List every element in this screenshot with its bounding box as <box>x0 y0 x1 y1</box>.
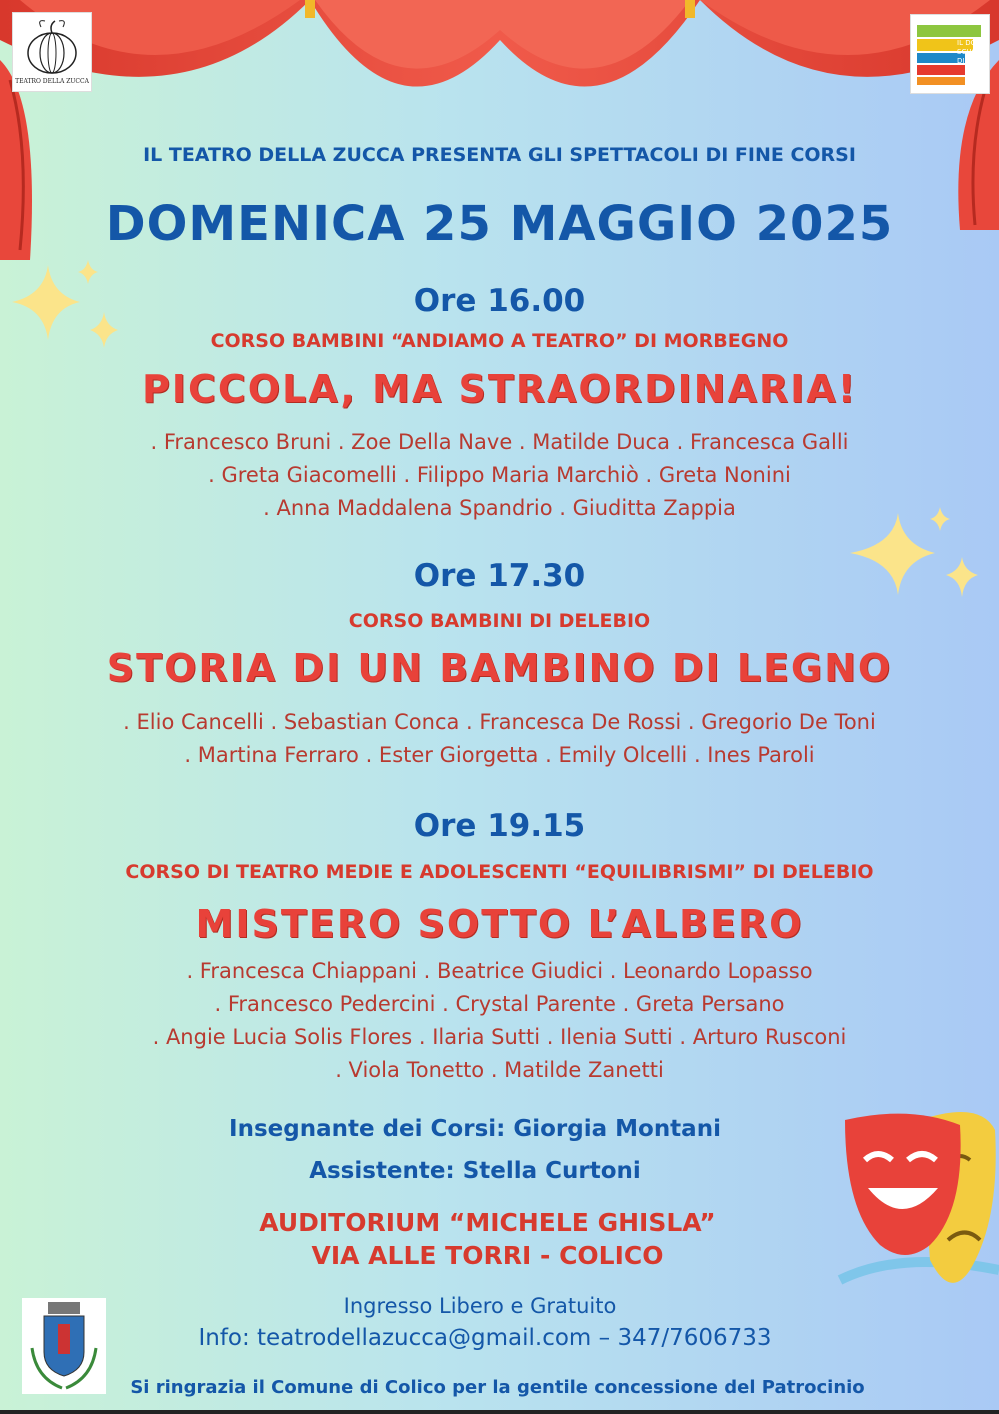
cast-line: . Anna Maddalena Spandrio . Giuditta Zappia <box>263 496 736 520</box>
show-2-cast <box>0 706 999 772</box>
coat-of-arms-icon <box>22 1298 106 1394</box>
cast-line: . Francesco Pedercini . Crystal Parente . Greta Persano <box>214 992 785 1016</box>
show-1-title: PICCOLA, MA STRAORDINARIA! <box>141 367 858 411</box>
cast-line: . Viola Tonetto . Matilde Zanetti <box>335 1058 664 1082</box>
dopo-scuola-logo-text: IL DOPO SCUOLA DI EVA <box>957 39 986 65</box>
show-3-time: Ore 19.15 <box>413 808 586 844</box>
teatro-zucca-logo <box>12 12 92 92</box>
teacher-credit: Insegnante dei Corsi: Giorgia Montani <box>229 1116 721 1142</box>
assistant-credit: Assistente: Stella Curtoni <box>309 1158 641 1184</box>
cast-line: . Martina Ferraro . Ester Giorgetta . Emily Olcelli . Ines Paroli <box>184 743 815 767</box>
event-date: DOMENICA 25 MAGGIO 2025 <box>105 196 894 252</box>
bottom-border <box>0 1410 999 1414</box>
venue-address: VIA ALLE TORRI - COLICO <box>311 1241 664 1270</box>
show-2-time: Ore 17.30 <box>413 558 586 594</box>
cast-line: . Elio Cancelli . Sebastian Conca . Francesca De Rossi . Gregorio De Toni <box>123 710 876 734</box>
entry-note: Ingresso Libero e Gratuito <box>343 1294 617 1318</box>
cast-line: . Francesca Chiappani . Beatrice Giudici . Leonardo Lopasso <box>186 959 813 983</box>
show-3-cast <box>0 955 999 1087</box>
show-1-time: Ore 16.00 <box>413 283 586 319</box>
show-1-cast <box>0 426 999 525</box>
cast-line: . Angie Lucia Solis Flores . Ilaria Sutti . Ilenia Sutti . Arturo Rusconi <box>152 1025 847 1049</box>
teatro-zucca-logo-text: TEATRO DELLA ZUCCA <box>15 78 89 85</box>
colico-coat-of-arms <box>22 1298 106 1394</box>
contact-info: Info: teatrodellazucca@gmail.com – 347/7606733 <box>198 1325 772 1351</box>
show-2-title: STORIA DI UN BAMBINO DI LEGNO <box>106 646 893 690</box>
show-1-course: CORSO BAMBINI “ANDIAMO A TEATRO” DI MORBEGNO <box>210 330 789 352</box>
theatre-masks-icon <box>820 1100 999 1310</box>
cast-line: . Greta Giacomelli . Filippo Maria Marchiò . Greta Nonini <box>208 463 791 487</box>
sponsorship-thanks: Si ringrazia il Comune di Colico per la gentile concessione del Patrocinio <box>130 1377 865 1398</box>
cast-line: . Francesco Bruni . Zoe Della Nave . Matilde Duca . Francesca Galli <box>150 430 849 454</box>
show-2-course: CORSO BAMBINI DI DELEBIO <box>348 610 651 632</box>
venue-name: AUDITORIUM “MICHELE GHISLA” <box>259 1208 716 1237</box>
dopo-scuola-logo <box>910 14 990 94</box>
show-3-course: CORSO DI TEATRO MEDIE E ADOLESCENTI “EQUILIBRISMI” DI DELEBIO <box>125 861 874 883</box>
show-3-title: MISTERO SOTTO L’ALBERO <box>195 902 804 946</box>
presenter-line: IL TEATRO DELLA ZUCCA PRESENTA GLI SPETTACOLI DI FINE CORSI <box>143 144 856 166</box>
